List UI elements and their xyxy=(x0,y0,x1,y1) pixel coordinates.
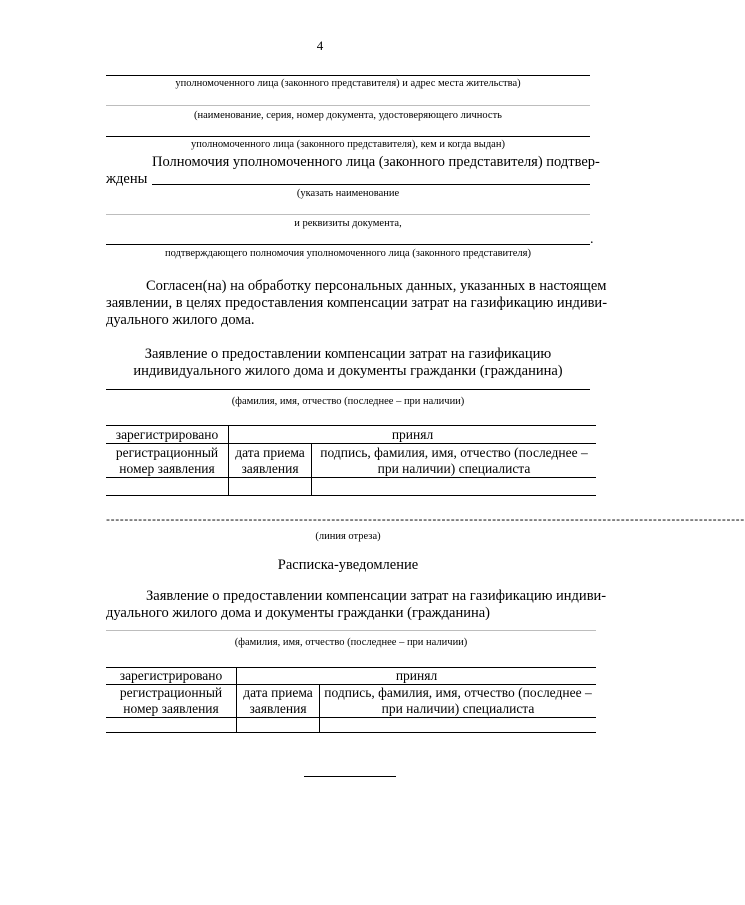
page-number: 4 xyxy=(316,38,324,53)
receipt-caption-fio: (фамилия, имя, отчество (последнее – при наличии) xyxy=(234,637,468,648)
requisites-line xyxy=(106,214,590,215)
rep-address-line xyxy=(106,75,590,76)
application-title-line-2: индивидуального жилого дома и документы гражданки (гражданина) xyxy=(133,363,563,379)
receipt-line-2: дуального жилого дома и документы гражданки (гражданина) xyxy=(106,605,491,621)
consent-line-2: заявлении, в целях предоставления компенсации затрат на газификацию индиви- xyxy=(106,295,608,311)
receipt-header-accepted: принял xyxy=(237,668,597,685)
caption-specify-name: (указать наименование xyxy=(296,188,400,199)
header-date-received: дата приема заявления xyxy=(229,444,312,478)
caption-cut-line: (линия отреза) xyxy=(315,531,381,542)
confirming-line xyxy=(106,244,590,245)
header-registered: зарегистрировано xyxy=(106,426,229,444)
doc-issued-line xyxy=(106,136,590,137)
receipt-header-date-received: дата приема заявления xyxy=(237,685,320,718)
consent-line-1: Согласен(на) на обработку персональных данных, указанных в настоящем xyxy=(146,278,607,294)
receipt-cell-reg-number[interactable] xyxy=(106,718,237,733)
receipt-header-registered: зарегистрировано xyxy=(106,668,237,685)
consent-line-3: дуального жилого дома. xyxy=(106,312,255,328)
cut-line: ------------------------------------------------------------------------------------------------------------------------------------------- xyxy=(106,512,745,526)
receipt-header-specialist: подпись, фамилия, имя, отчество (последнее – при наличии) специалиста xyxy=(320,685,597,718)
receipt-fio-line xyxy=(106,630,596,631)
header-specialist: подпись, фамилия, имя, отчество (последнее – при наличии) специалиста xyxy=(312,444,597,478)
registration-table xyxy=(106,425,596,496)
cell-specialist[interactable] xyxy=(312,478,597,496)
authority-field-line xyxy=(152,184,590,185)
header-accepted: принял xyxy=(229,426,597,444)
receipt-title: Расписка-уведомление xyxy=(277,557,419,573)
receipt-cell-date-received[interactable] xyxy=(237,718,320,733)
caption-fio: (фамилия, имя, отчество (последнее – при наличии) xyxy=(231,396,465,407)
receipt-line-1: Заявление о предоставлении компенсации затрат на газификацию индиви- xyxy=(146,588,607,604)
doc-name-line xyxy=(106,105,590,106)
caption-rep-address: уполномоченного лица (законного представителя) и адрес места жительства) xyxy=(175,78,521,89)
cell-date-received[interactable] xyxy=(229,478,312,496)
end-rule xyxy=(304,776,396,777)
caption-confirming: подтверждающего полномочия уполномоченного лица (законного представителя) xyxy=(164,248,531,259)
caption-doc-name: (наименование, серия, номер документа, удостоверяющего личность xyxy=(194,110,502,121)
fio-line xyxy=(106,389,590,390)
caption-doc-issued: уполномоченного лица (законного представителя), кем и когда выдан) xyxy=(191,139,505,150)
authority-line-2: ждены xyxy=(106,171,148,187)
receipt-registration-table xyxy=(106,667,596,733)
application-title-line-1: Заявление о предоставлении компенсации затрат на газификацию xyxy=(144,346,552,362)
receipt-header-reg-number: регистрационный номер заявления xyxy=(106,685,237,718)
receipt-cell-specialist[interactable] xyxy=(320,718,597,733)
confirming-end-dot: . xyxy=(590,232,594,247)
authority-line-1: Полномочия уполномоченного лица (законного представителя) подтвер- xyxy=(152,154,600,170)
caption-requisites: и реквизиты документа, xyxy=(294,218,402,229)
header-reg-number: регистрационный номер заявления xyxy=(106,444,229,478)
cell-reg-number[interactable] xyxy=(106,478,229,496)
